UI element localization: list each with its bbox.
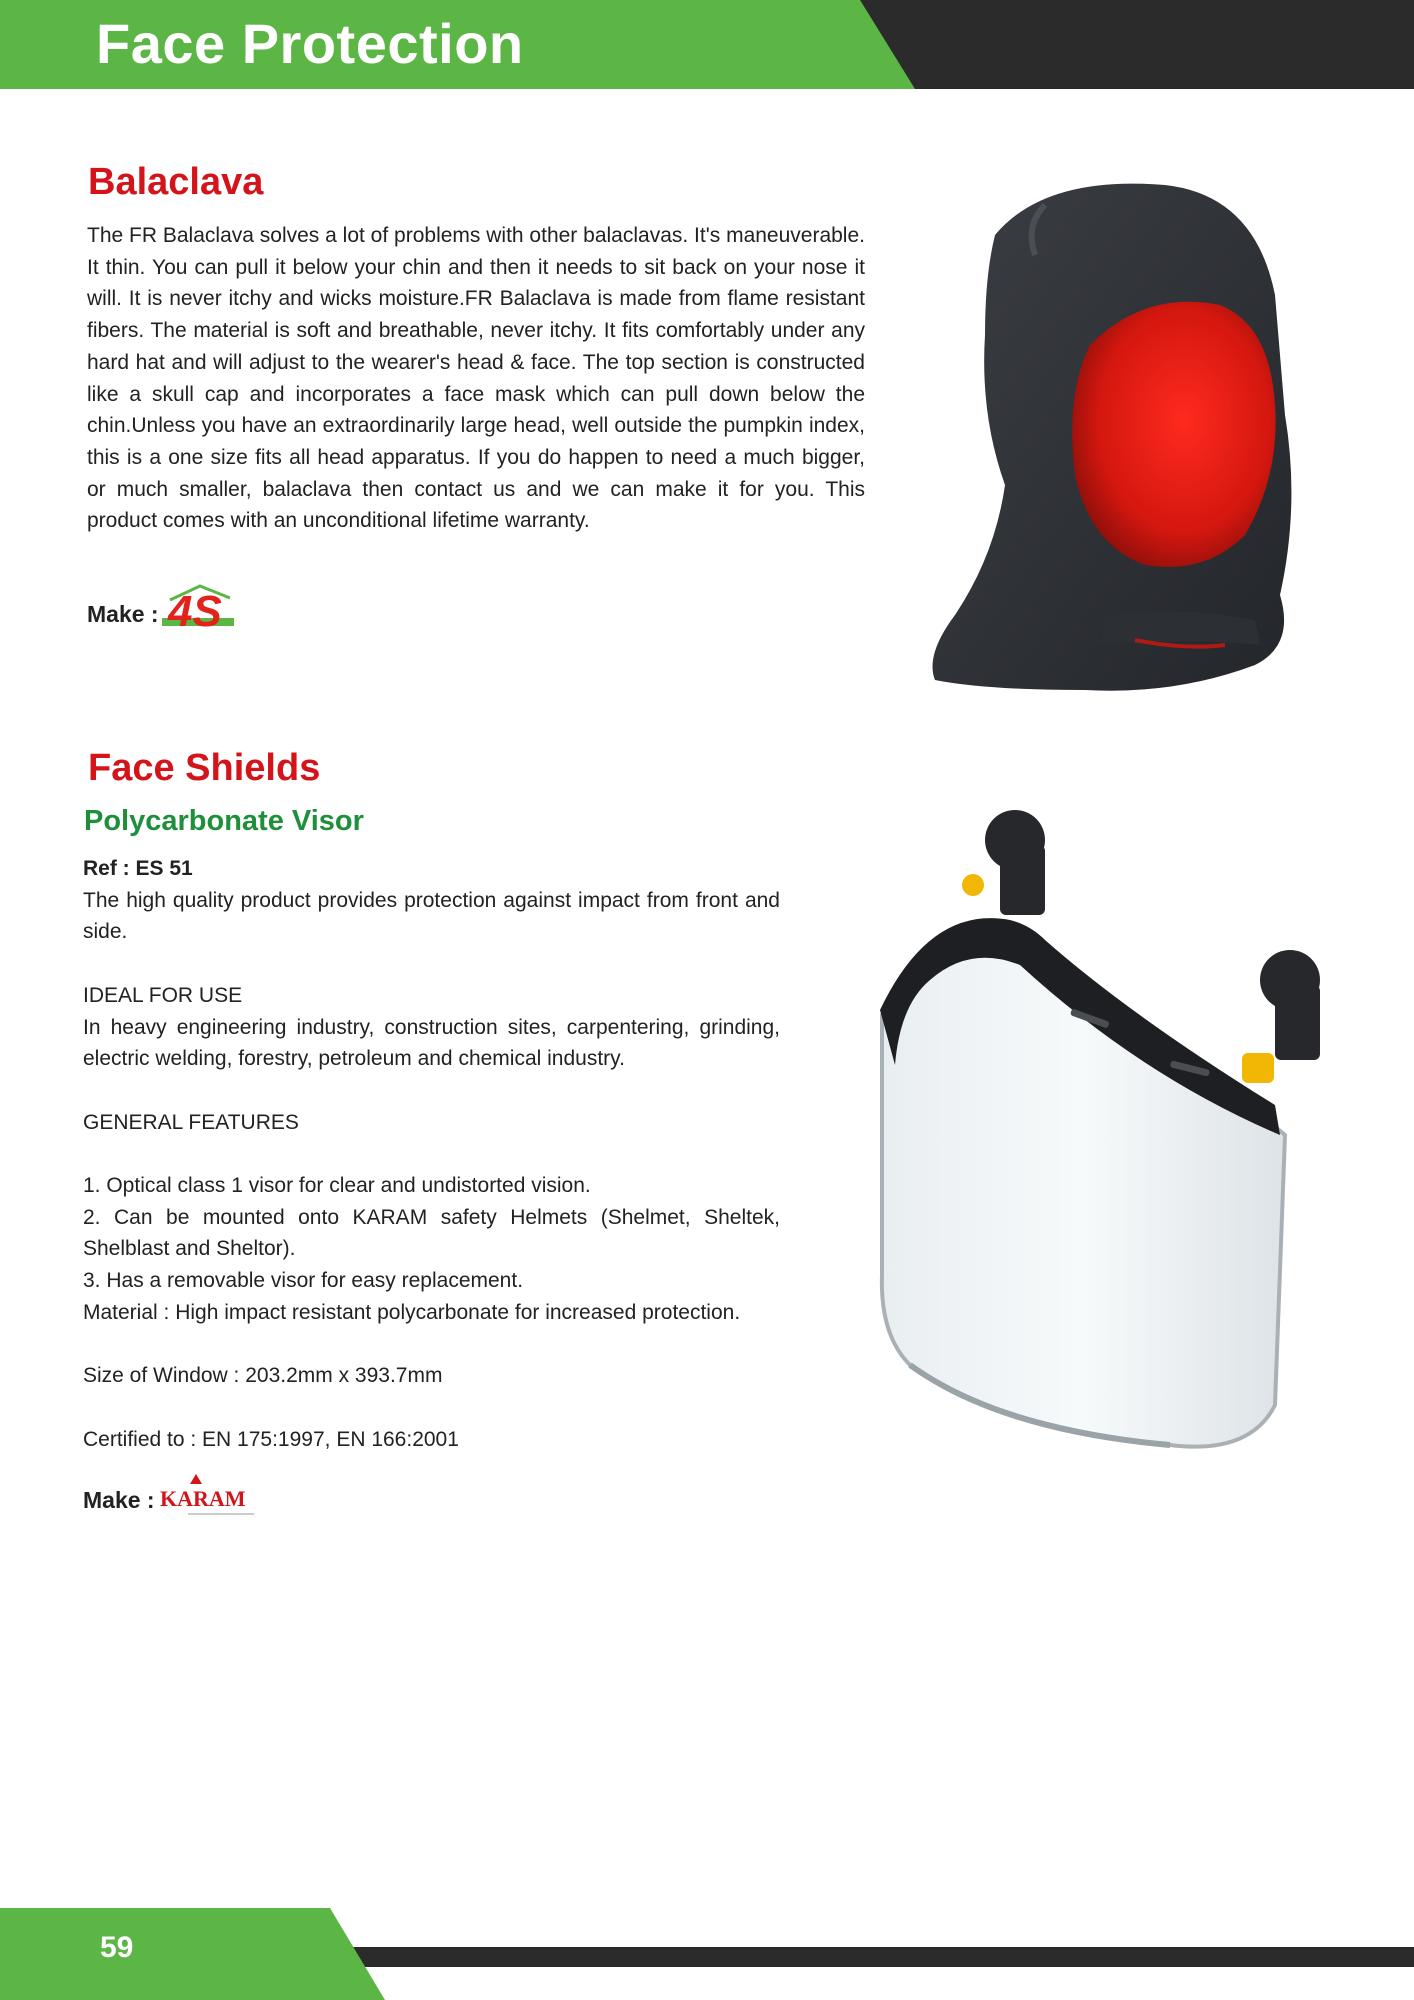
feature-item: 2. Can be mounted onto KARAM safety Helmets (Shelmet, Sheltek, Shelblast and Sheltor). bbox=[83, 1205, 780, 1261]
balaclava-make-label: Make : bbox=[87, 601, 159, 627]
karam-logo bbox=[158, 1470, 258, 1518]
4s-logo bbox=[160, 580, 236, 638]
face-shields-subtitle: Polycarbonate Visor bbox=[84, 805, 364, 837]
feature-item: 1. Optical class 1 visor for clear and undistorted vision. bbox=[83, 1173, 591, 1197]
face-shields-title: Face Shields bbox=[88, 747, 321, 789]
balaclava-description-text: The FR Balaclava solves a lot of problems with other balaclavas. It's maneuverable. It thin. You can pull it below your chin and then it needs to sit back on your nose it will. It is never itchy and wicks moisture.FR Balaclava is made from flame resistant fibers. The material is soft and breathable, never itchy. It fits comfortably under any hard hat and will adjust to the wearer's head & face. The top section is constructed like a skull cap and incorporates a face mask which can pull down below the chin.Unless you have an extraordinarily large head, well outside the pumpkin index, this is a one size fits all head apparatus. If you do happen to need a much bigger, or much smaller, balaclava then contact us and we can make it for you. This product comes with an unconditional lifetime warranty. bbox=[87, 224, 865, 533]
features-heading: GENERAL FEATURES bbox=[83, 1110, 299, 1134]
material-text: Material : High impact resistant polycarbonate for increased protection. bbox=[83, 1300, 741, 1324]
face-shields-make-label: Make : bbox=[83, 1487, 155, 1513]
balaclava-title: Balaclava bbox=[88, 161, 264, 203]
face-shield-image bbox=[870, 805, 1360, 1460]
page-number: 59 bbox=[100, 1931, 134, 1964]
product-ref: Ref : ES 51 bbox=[83, 857, 193, 880]
footer-band-green bbox=[0, 1908, 385, 2000]
certification: Certified to : EN 175:1997, EN 166:2001 bbox=[83, 1427, 459, 1451]
svg-text:4S: 4S bbox=[168, 587, 222, 636]
face-shields-details bbox=[83, 853, 780, 1455]
balaclava-description bbox=[87, 220, 865, 537]
footer-band-dark bbox=[340, 1947, 1414, 1967]
ideal-text: In heavy engineering industry, construction sites, carpentering, grinding, electric welding, forestry, petroleum and chemical industry. bbox=[83, 1015, 780, 1071]
product-intro: The high quality product provides protection against impact from front and side. bbox=[83, 888, 780, 944]
window-size: Size of Window : 203.2mm x 393.7mm bbox=[83, 1364, 443, 1388]
ideal-heading: IDEAL FOR USE bbox=[83, 983, 243, 1007]
page-title: Face Protection bbox=[96, 12, 524, 75]
balaclava-image bbox=[925, 175, 1325, 700]
karam-logo-text: KARAM bbox=[160, 1486, 246, 1511]
feature-item: 3. Has a removable visor for easy replacement. bbox=[83, 1269, 524, 1293]
